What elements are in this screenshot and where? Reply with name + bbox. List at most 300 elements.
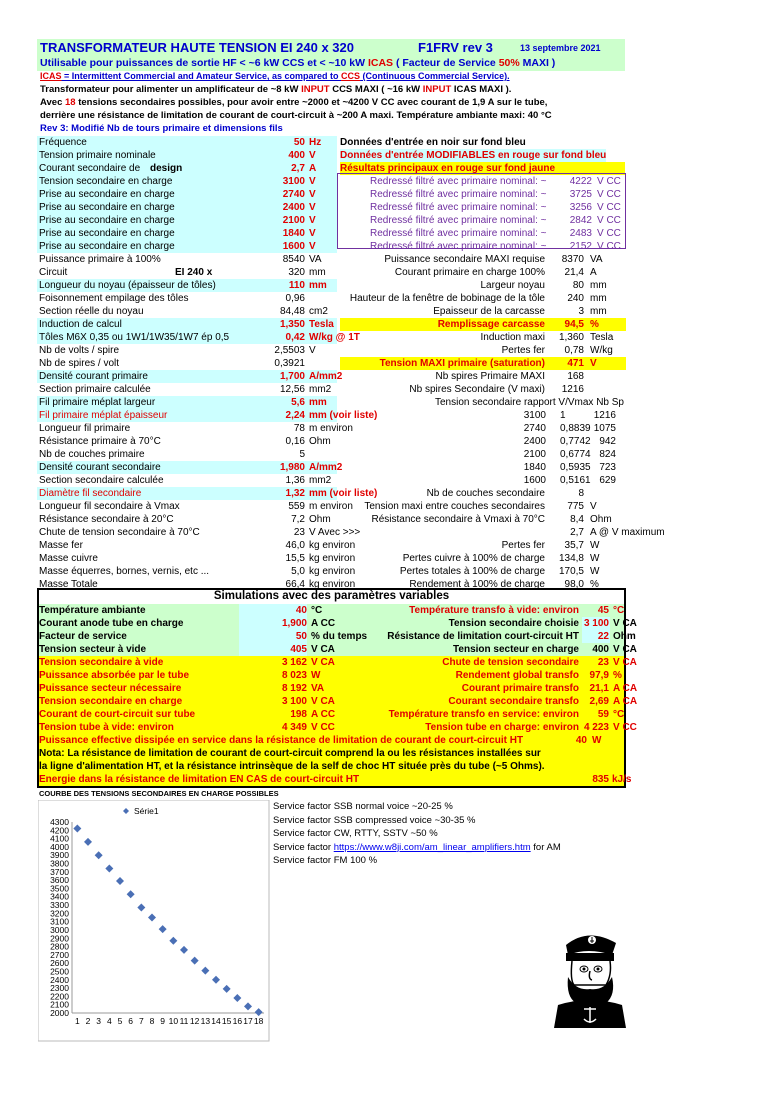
left-row-label: Masse équerres, bornes, vernis, etc ... (39, 566, 210, 577)
service-key: Service factor (273, 841, 332, 853)
sim-result-value: 8 192 (281, 683, 307, 694)
left-row (37, 344, 337, 357)
sim-result-rvalue: 23 (597, 657, 609, 668)
left-row-unit: V (309, 345, 316, 356)
left-row-unit: V Avec >>> (309, 527, 361, 538)
left-row-unit: kg environ (309, 553, 356, 564)
right-row-unit: % (590, 319, 599, 330)
legend-yellow: Résultats principaux en rouge sur fond jaune (340, 162, 625, 175)
left-row (37, 565, 356, 578)
right2-row-unit: Ohm (590, 514, 612, 525)
sim-result-rlabel: Courant primaire transfo (461, 683, 579, 694)
left-row-unit: A/mm2 (309, 371, 343, 382)
revision-note: Rev 3: Modifié Nb de tours primaire et dimensions fils (40, 123, 283, 134)
left-row-unit: Ohm (309, 514, 331, 525)
right2-row (340, 526, 665, 539)
right-row-value: 3 (578, 306, 584, 317)
y-tick-label: 4300 (50, 817, 69, 827)
left-row (37, 149, 337, 162)
sim-input-row (39, 643, 637, 656)
sim-input-rvalue: 45 (597, 605, 609, 616)
sim-input-rlabel: Tension secteur en charge (453, 644, 579, 655)
y-tick-label: 2600 (50, 958, 69, 969)
left-row-label: Densité courant secondaire (39, 462, 161, 473)
left-row-value: 15,5 (285, 553, 305, 564)
service-value: FM 100 % (333, 855, 378, 866)
redress-label: Redressé filtré avec primaire nominal: ~ (370, 176, 547, 187)
sim-input-rlabel: Résistance de limitation court-circuit HT (387, 631, 579, 642)
doc-title: TRANSFORMATEUR HAUTE TENSION EI 240 x 320 (40, 40, 354, 55)
right2-row (340, 500, 626, 513)
sim-input-value: 405 (290, 644, 307, 655)
left-row-value: 1,980 (279, 462, 305, 473)
right-row (340, 253, 626, 266)
right-row-unit: Tesla (590, 332, 614, 343)
ratio-voltage: 2740 (523, 423, 546, 434)
redress-value: 2152 (569, 241, 592, 252)
y-tick-label: 4200 (50, 825, 69, 836)
right-row-label: Nb spires Primaire MAXI (435, 371, 545, 382)
left-row-value: 50 (293, 137, 305, 148)
left-row-label: Prise au secondaire en charge (39, 241, 175, 252)
ratio-ratio: 0,8839 (560, 423, 591, 434)
left-row-value: 0,42 (285, 332, 305, 343)
left-row-value: 2,7 (291, 163, 305, 174)
left-row-value: 66,4 (285, 579, 305, 590)
left-row (37, 136, 337, 149)
y-tick-label: 3300 (50, 900, 69, 911)
ratio-row (340, 435, 626, 448)
right-row (340, 305, 626, 318)
left-row-unit: kg environ (309, 579, 356, 590)
x-tick-label: 15 (221, 1016, 232, 1026)
left-row-unit: mm (voir liste) (309, 488, 378, 499)
left-row-label: Section secondaire calculée (39, 475, 164, 486)
left-row (37, 292, 337, 305)
service-link[interactable]: https://www.w8ji.com/am_linear_amplifiers.htm (333, 841, 531, 853)
right-row-label: Tension MAXI primaire (saturation) (379, 358, 545, 369)
sim-result-label: Tension secondaire à vide (39, 657, 164, 668)
left-row-label: Diamètre fil secondaire (39, 488, 142, 499)
x-tick-label: 13 (200, 1016, 211, 1026)
right-row-unit: mm (590, 280, 607, 291)
sim-input-unit: °C (311, 605, 323, 616)
left-row-value: 0,96 (285, 293, 305, 304)
right-row (340, 396, 626, 409)
voltage-chart (38, 800, 270, 1042)
subtitle: Utilisable pour puissances de sortie HF < ~6 kW CCS et < ~10 kW ICAS ( Facteur de Service 50% MAXI ) (40, 57, 556, 69)
sim-input-label: Courant anode tube en charge (39, 618, 184, 629)
y-tick-label: 2100 (50, 999, 69, 1010)
left-row (37, 474, 337, 487)
left-row-label: Longueur du noyau (épaisseur de tôles) (39, 280, 216, 291)
sim-input-rvalue: 3 100 (583, 618, 609, 629)
y-tick-label: 4000 (50, 841, 69, 852)
left-row-unit: A (309, 163, 317, 174)
left-row-value: 400 (288, 150, 305, 161)
y-tick-label: 2400 (50, 974, 69, 985)
left-row-value: 8540 (282, 254, 305, 265)
left-row (37, 227, 337, 240)
sim-input-rlabel: Température transfo à vide: environ (409, 605, 579, 616)
sim-result-value: 4 349 (281, 722, 307, 733)
left-row-value: 1840 (282, 228, 305, 239)
ratio-turns: 629 (599, 475, 616, 486)
left-row-unit: mm (309, 267, 326, 278)
y-tick-label: 2000 (50, 1008, 69, 1018)
left-row-label-bold: design (150, 163, 183, 174)
service-value: CW, RTTY, SSTV ~50 % (333, 828, 438, 839)
left-row-label: Fil primaire méplat largeur (39, 397, 156, 408)
left-row-label: Densité courant primaire (39, 371, 148, 382)
left-row-label: Tôles M6X 0,35 ou 1W1/1W35/1W7 ép 0,5 (39, 332, 230, 343)
sim-input-rlabel: Tension secondaire choisie (448, 618, 579, 629)
x-tick-label: 3 (96, 1016, 102, 1026)
right-row-label: Pertes fer (501, 345, 545, 356)
sim-result-runit: V CC (613, 722, 637, 733)
sim-result-rlabel: Tension tube en charge: environ (425, 722, 579, 733)
x-tick-label: 8 (149, 1016, 155, 1026)
right2-row-value: 134,8 (558, 553, 584, 564)
left-row-unit: mm (309, 397, 327, 408)
y-tick-label: 3600 (50, 875, 69, 886)
x-tick-label: 17 (243, 1016, 253, 1026)
right-row-unit: A (590, 267, 597, 278)
right-row (340, 318, 626, 331)
left-row (37, 552, 356, 565)
left-row-value: 7,2 (291, 514, 305, 525)
date: 13 septembre 2021 (520, 43, 601, 53)
sim-input-rvalue: 22 (597, 631, 609, 642)
right2-row (340, 487, 626, 500)
left-row-value: 559 (288, 501, 305, 512)
sim-input-value: 40 (295, 605, 307, 616)
ratio-turns: 1216 (593, 410, 616, 421)
left-row (37, 214, 337, 227)
left-row-unit: V (309, 189, 316, 200)
right-row (340, 331, 626, 344)
left-row-value: 2100 (282, 215, 305, 226)
ratio-turns: 824 (599, 449, 616, 460)
right-row-unit: V (590, 358, 597, 369)
y-tick-label: 4100 (50, 833, 69, 844)
x-tick-label: 14 (211, 1016, 221, 1026)
sim-input-rvalue: 400 (592, 644, 609, 655)
left-row (37, 435, 337, 448)
legend-red: Données d'entrée MODIFIABLES en rouge sur fond bleu (340, 150, 607, 161)
right-row-label: Courant primaire en charge 100% (394, 267, 545, 278)
sim-input-label: Tension secteur à vide (39, 644, 147, 655)
left-row-unit: mm (309, 280, 327, 291)
left-row-label: Prise au secondaire en charge (39, 215, 175, 226)
y-tick-label: 3500 (50, 883, 69, 894)
right2-row-label: Résistance secondaire à Vmaxi à 70°C (371, 514, 545, 525)
y-tick-label: 3800 (50, 858, 69, 869)
service-key: Service factor (273, 828, 332, 839)
sim-result-label: Courant de court-circuit sur tube (39, 709, 196, 720)
left-row-value: 0,3921 (274, 358, 305, 369)
left-row-unit: Tesla (309, 319, 334, 330)
left-row-label: Puissance primaire à 100% (39, 254, 161, 265)
right2-row-value: 98,0 (564, 579, 584, 590)
ratio-voltage: 3100 (523, 410, 546, 421)
sim-result-value: 198 (290, 709, 307, 720)
service-row (273, 800, 453, 813)
right2-row-value: 35,7 (564, 540, 584, 551)
right2-row-value: 775 (567, 501, 584, 512)
right-row-value: 80 (572, 280, 584, 291)
right2-row-unit: W (590, 540, 600, 551)
right2-row-label: Nb de couches secondaire (426, 488, 545, 499)
left-row-value: 2400 (282, 202, 305, 213)
x-tick-label: 16 (232, 1016, 243, 1026)
icas-line: ICAS = Intermittent Commercial and Amateur Service, as compared to CCS (Continuous Commercial Service). (40, 71, 510, 81)
service-row (273, 854, 377, 867)
sim-result-label: Tension tube à vide: environ (39, 722, 174, 733)
sim-result-label: Tension secondaire en charge (39, 696, 183, 707)
sim-input-label: Facteur de service (39, 631, 127, 642)
chart-caption: COURBE DES TENSIONS SECONDAIRES EN CHARGE POSSIBLES (39, 789, 279, 798)
left-row-label: Fil primaire méplat épaisseur (39, 410, 168, 421)
sim-input-value: 1,900 (281, 618, 307, 629)
left-row-value: 2,5503 (274, 345, 305, 356)
left-row-label: Nb de volts / spire (39, 345, 120, 356)
left-row-unit: V (309, 215, 316, 226)
left-row-label: Nb de spires / volt (39, 358, 120, 369)
left-row-label: Courant secondaire de (39, 163, 141, 174)
left-row-label: Prise au secondaire en charge (39, 202, 175, 213)
y-tick-label: 3000 (50, 924, 69, 935)
left-row-value: 5,0 (291, 566, 305, 577)
sim-input-runit: Ohm (613, 631, 636, 642)
y-tick-label: 2200 (50, 991, 69, 1002)
sim-result-unit: W (311, 670, 321, 681)
redress-row (340, 214, 624, 227)
sim-input-label: Température ambiante (39, 605, 146, 616)
x-tick-label: 18 (253, 1016, 264, 1026)
sim-result-rlabel: Température transfo en service: environ (388, 709, 579, 720)
ratio-voltage: 1600 (523, 475, 546, 486)
captain-haddock-drawing (548, 925, 630, 1028)
sim-input-value: 50 (295, 631, 307, 642)
left-row-label: Résistance secondaire à 20°C (39, 514, 174, 525)
sim-result-rlabel: Chute de tension secondaire (442, 657, 579, 668)
sim-result-runit: % (613, 670, 622, 681)
service-extra: for AM (530, 841, 561, 853)
redress-label: Redressé filtré avec primaire nominal: ~ (370, 202, 547, 213)
x-tick-label: 10 (168, 1016, 179, 1026)
sim-input-unit: V CA (311, 644, 335, 655)
redress-value: 3725 (569, 189, 592, 200)
sim-result-unit: V CC (311, 722, 335, 733)
left-row-unit: mm2 (309, 384, 332, 395)
redress-value: 3256 (569, 202, 592, 213)
redress-row (340, 240, 624, 253)
y-tick-label: 3900 (50, 850, 69, 861)
redress-unit: V CC (597, 228, 621, 239)
ratio-row (340, 474, 626, 487)
y-tick-label: 2300 (50, 983, 69, 994)
ratio-voltage: 2100 (523, 449, 546, 460)
left-row-unit: kg environ (309, 540, 356, 551)
sim-input-row (39, 604, 624, 617)
sim-input-row (39, 617, 637, 630)
left-row (37, 188, 337, 201)
left-row-value: 23 (293, 527, 305, 538)
left-row-value: 1,350 (279, 319, 305, 330)
x-tick-label: 7 (138, 1016, 144, 1026)
sim-result-runit: V CA (613, 657, 637, 668)
left-row-label: Foisonnement empilage des tôles (39, 293, 189, 304)
x-tick-label: 9 (160, 1016, 166, 1026)
left-row (37, 305, 337, 318)
right-row-label: Epaisseur de la carcasse (433, 306, 545, 317)
right-row-unit: mm (590, 306, 607, 317)
left-row-unit: V (309, 150, 316, 161)
right-row-label: Tension secondaire rapport V/Vmax Nb Sp (435, 397, 624, 408)
sim-result-runit: A CA (613, 696, 638, 707)
sim-result-value: 3 162 (281, 657, 307, 668)
right-row (340, 266, 626, 279)
left-row-label: Section primaire calculée (39, 384, 151, 395)
sim-result-unit: A CC (311, 709, 336, 720)
intro-line-1: Transformateur pour alimenter un amplificateur de ~8 kW INPUT CCS MAXI ( ~16 kW INPUT ICAS MAXI ). (40, 84, 512, 95)
left-row-value: 1,32 (285, 488, 305, 499)
left-row (37, 175, 337, 188)
left-row-unit: Hz (309, 137, 322, 148)
left-row (37, 357, 337, 370)
left-row (37, 318, 337, 331)
left-row (37, 162, 337, 175)
chart-frame (38, 800, 269, 1041)
left-row-value: 78 (293, 423, 305, 434)
right2-row-value: 2,7 (570, 527, 584, 538)
right-row-value: 0,78 (564, 345, 584, 356)
right-row-value: 8370 (561, 254, 584, 265)
right2-row-unit: W (590, 553, 600, 564)
ratio-turns: 723 (599, 462, 616, 473)
service-key: Service factor (273, 801, 332, 812)
right2-row-value: 8,4 (570, 514, 584, 525)
service-row (273, 841, 561, 854)
right2-row (340, 565, 626, 578)
left-row-unit: A/mm2 (309, 462, 343, 473)
ratio-ratio: 0,7742 (560, 436, 591, 447)
y-tick-label: 2900 (50, 933, 69, 944)
redress-unit: V CC (597, 241, 621, 252)
sim-result-label: Puissance absorbée par le tube (39, 670, 190, 681)
right-row-label: Hauteur de la fenêtre de bobinage de la tôle (349, 293, 545, 304)
left-row-label: Tension secondaire en charge (39, 176, 173, 187)
left-row (37, 448, 337, 461)
redress-row (340, 175, 624, 188)
left-row-value: 46,0 (285, 540, 305, 551)
x-tick-label: 11 (179, 1016, 189, 1026)
left-row-value: 5 (299, 449, 305, 460)
left-row-unit: V (309, 241, 316, 252)
right-row-value: 1,360 (558, 332, 584, 343)
y-tick-label: 3100 (50, 916, 69, 927)
sim-input-runit: V CA (613, 644, 637, 655)
left-row-value: 5,6 (291, 397, 305, 408)
sim-result-unit: V CA (311, 657, 335, 668)
left-row (37, 422, 353, 435)
right2-row-label: Pertes cuivre à 100% de charge (402, 553, 545, 564)
sim-result-rvalue: 21,1 (589, 683, 609, 694)
left-row-value: 110 (288, 280, 305, 291)
left-row (37, 266, 337, 279)
left-row-unit: VA (309, 254, 322, 265)
sim-result-row (39, 721, 637, 734)
right-row-value: 240 (567, 293, 584, 304)
legend-label: Série1 (134, 806, 159, 816)
left-row-unit: V (309, 228, 316, 239)
redress-unit: V CC (597, 202, 621, 213)
left-row-value: 1600 (282, 241, 305, 252)
service-key: Service factor (273, 855, 332, 866)
redress-value: 4222 (569, 176, 592, 187)
sim-result-row (39, 682, 638, 695)
redress-label: Redressé filtré avec primaire nominal: ~ (370, 228, 547, 239)
x-tick-label: 1 (74, 1016, 80, 1026)
x-tick-label: 12 (189, 1016, 200, 1026)
left-row-label: Fréquence (39, 137, 87, 148)
right-row (340, 357, 626, 370)
sim-input-unit: % du temps (311, 631, 368, 642)
right2-row-label: Pertes fer (501, 540, 545, 551)
left-row-label: Masse Totale (39, 579, 98, 590)
right-row-value: 21,4 (564, 267, 584, 278)
left-row (37, 370, 343, 383)
sim-result-runit: °C (613, 709, 625, 720)
right-row-label: Nb spires Secondaire (V maxi) (409, 384, 545, 395)
sim-result-rlabel: Rendement global transfo (455, 670, 579, 681)
sim-input-runit: °C (613, 605, 625, 616)
left-row (37, 201, 337, 214)
left-row-value: 84,48 (279, 306, 305, 317)
left-row-unit: mm (voir liste) (309, 410, 378, 421)
left-row-value: 2740 (282, 189, 305, 200)
left-row-value: 1,36 (285, 475, 305, 486)
redress-row (340, 201, 624, 214)
sim-result-rvalue: 59 (597, 709, 609, 720)
left-row-label: Prise au secondaire en charge (39, 189, 175, 200)
right2-row-label: Tension maxi entre couches secondaires (364, 501, 545, 512)
sim-result-rvalue: 97,9 (589, 670, 609, 681)
right-row (340, 383, 626, 396)
left-row-value: 12,56 (279, 384, 305, 395)
left-row-value: 3100 (282, 176, 305, 187)
right-row-value: 471 (567, 358, 584, 369)
left-row-label: Chute de tension secondaire à 70°C (39, 527, 200, 538)
left-row-unit: mm2 (309, 475, 332, 486)
service-value: SSB normal voice ~20-25 % (333, 801, 453, 812)
left-row-unit: cm2 (309, 306, 328, 317)
service-value: SSB compressed voice ~30-35 % (333, 814, 476, 826)
left-row-label: Prise au secondaire en charge (39, 228, 175, 239)
left-row-label: Tension primaire nominale (39, 150, 156, 161)
left-row (37, 253, 337, 266)
left-row-unit: Ohm (309, 436, 331, 447)
right2-row-label: Pertes totales à 100% de charge (399, 566, 545, 577)
right2-row-unit: V (590, 501, 597, 512)
left-row (37, 396, 337, 409)
left-row-label: Longueur fil primaire (39, 423, 131, 434)
left-row-label: Longueur fil secondaire à Vmax (39, 501, 180, 512)
author: F1FRV rev 3 (418, 40, 493, 55)
x-tick-label: 4 (106, 1016, 112, 1026)
y-tick-label: 2800 (50, 941, 69, 952)
